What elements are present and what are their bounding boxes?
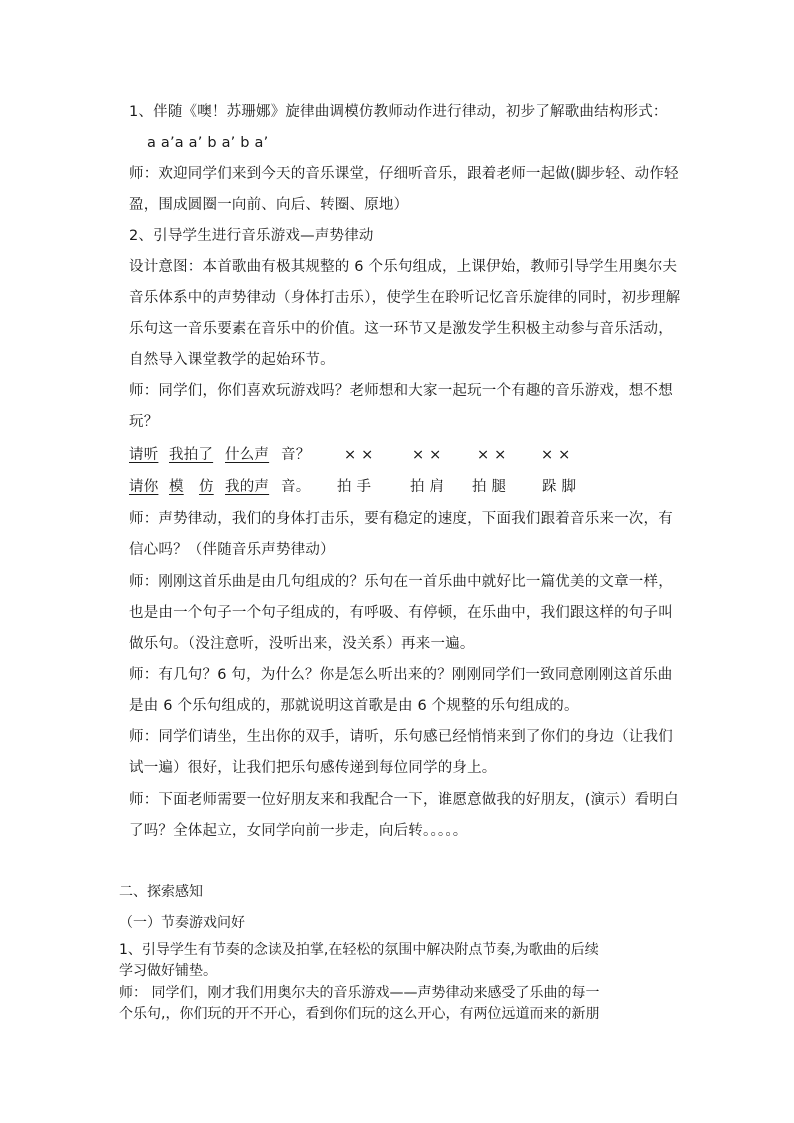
paragraph-line: 师：下面老师需要一位好朋友来和我配合一下，谁愿意做我的好朋友，(演示）看明白	[129, 792, 679, 808]
paragraph-line: 师：欢迎同学们来到今天的音乐课堂，仔细听音乐，跟着老师一起做(脚步轻、动作轻	[129, 166, 679, 182]
chant-line-2	[129, 477, 689, 499]
paragraph-line: 了吗？全体起立，女同学向前一步走，向后转。。。。。	[129, 823, 468, 839]
chant-word: 音。	[281, 479, 311, 495]
paragraph-line: 师：声势律动，我们的身体打击乐，要有稳定的速度，下面我们跟着音乐来一次，有	[129, 511, 673, 527]
rhythm-mark: × ×	[541, 447, 571, 463]
paragraph-line: 音乐体系中的声势律动（身体打击乐），使学生在聆听记忆音乐旋律的同时，初步理解	[129, 290, 681, 306]
paragraph-line: 信心吗？（伴随音乐声势律动）	[129, 542, 335, 558]
body-action: 拍 手	[337, 479, 372, 495]
paragraph-line: 师：有几句？6 句，为什么？你是怎么听出来的？刚刚同学们一致同意刚刚这首乐曲	[129, 667, 673, 683]
rhythm-mark: × ×	[412, 447, 442, 463]
body-action: 跺 脚	[542, 479, 577, 495]
chant-word: 请你	[129, 479, 159, 495]
paragraph-line: 1、引导学生有节奏的念读及拍掌,在轻松的氛围中解决附点节奏,为歌曲的后续	[119, 942, 599, 958]
paragraph-line: 设计意图：本首歌曲有极其规整的 6 个乐句组成，上课伊始，教师引导学生用奥尔夫	[129, 259, 678, 275]
paragraph-line: 盈，围成圆圈一向前、向后、转圈、原地）	[129, 197, 409, 213]
paragraph-line: 是由 6 个乐句组成的，那就说明这首歌是由 6 个规整的乐句组成的。	[129, 698, 579, 714]
paragraph-line: 师： 同学们，刚才我们用奥尔夫的音乐游戏——声势律动来感受了乐曲的每一	[119, 985, 600, 1001]
chant-word: 请听	[129, 447, 159, 463]
paragraph-line: 也是由一个句子一个句子组成的，有呼吸、有停顿，在乐曲中，我们跟这样的句子叫	[129, 605, 673, 621]
chant-word: 音？	[281, 447, 311, 463]
rhythm-mark: × ×	[344, 447, 374, 463]
section-heading: 二、探索感知	[119, 884, 203, 900]
chant-line-1	[129, 445, 689, 467]
paragraph-line: 师：同学们，你们喜欢玩游戏吗？老师想和大家一起玩一个有趣的音乐游戏，想不想	[129, 383, 673, 399]
chant-word: 仿	[199, 479, 214, 495]
chant-word: 我拍了	[169, 447, 214, 463]
paragraph-line: 个乐句,，你们玩的开不开心，看到你们玩的这么开心，有两位远道而来的新朋	[119, 1006, 600, 1022]
paragraph-line: 做乐句。（没注意听，没听出来，没关系）再来一遍。	[129, 636, 475, 652]
paragraph-line: 自然导入课堂教学的起始环节。	[129, 352, 335, 368]
subsection-heading: （一）节奏游戏问好	[119, 915, 245, 931]
paragraph-line: 学习做好铺垫。	[119, 963, 217, 979]
paragraph-line: 试一遍）很好，让我们把乐句感传递到每位同学的身上。	[129, 760, 497, 776]
rhythm-mark: × ×	[477, 447, 507, 463]
paragraph-line: 玩？	[129, 414, 159, 430]
paragraph-line: 乐句这一音乐要素在音乐中的价值。这一环节又是激发学生积极主动参与音乐活动，	[129, 321, 673, 337]
chant-word: 什么声	[225, 447, 270, 463]
body-action: 拍 腿	[472, 479, 507, 495]
body-action: 拍 肩	[410, 479, 445, 495]
paragraph-line: 师：同学们请坐，生出你的双手，请听，乐句感已经悄悄来到了你们的身边（让我们	[129, 729, 673, 745]
paragraph-line: 师：刚刚这首乐曲是由几句组成的？乐句在一首乐曲中就好比一篇优美的文章一样，	[129, 574, 673, 590]
song-structure: a a’a a’ b a’ b a’	[147, 135, 269, 151]
step-2-heading: 2、引导学生进行音乐游戏—声势律动	[129, 228, 374, 244]
chant-word: 模	[169, 479, 184, 495]
step-1-heading: 1、伴随《噢！苏珊娜》旋律曲调模仿教师动作进行律动，初步了解歌曲结构形式：	[129, 104, 668, 120]
chant-word: 我的声	[225, 479, 270, 495]
